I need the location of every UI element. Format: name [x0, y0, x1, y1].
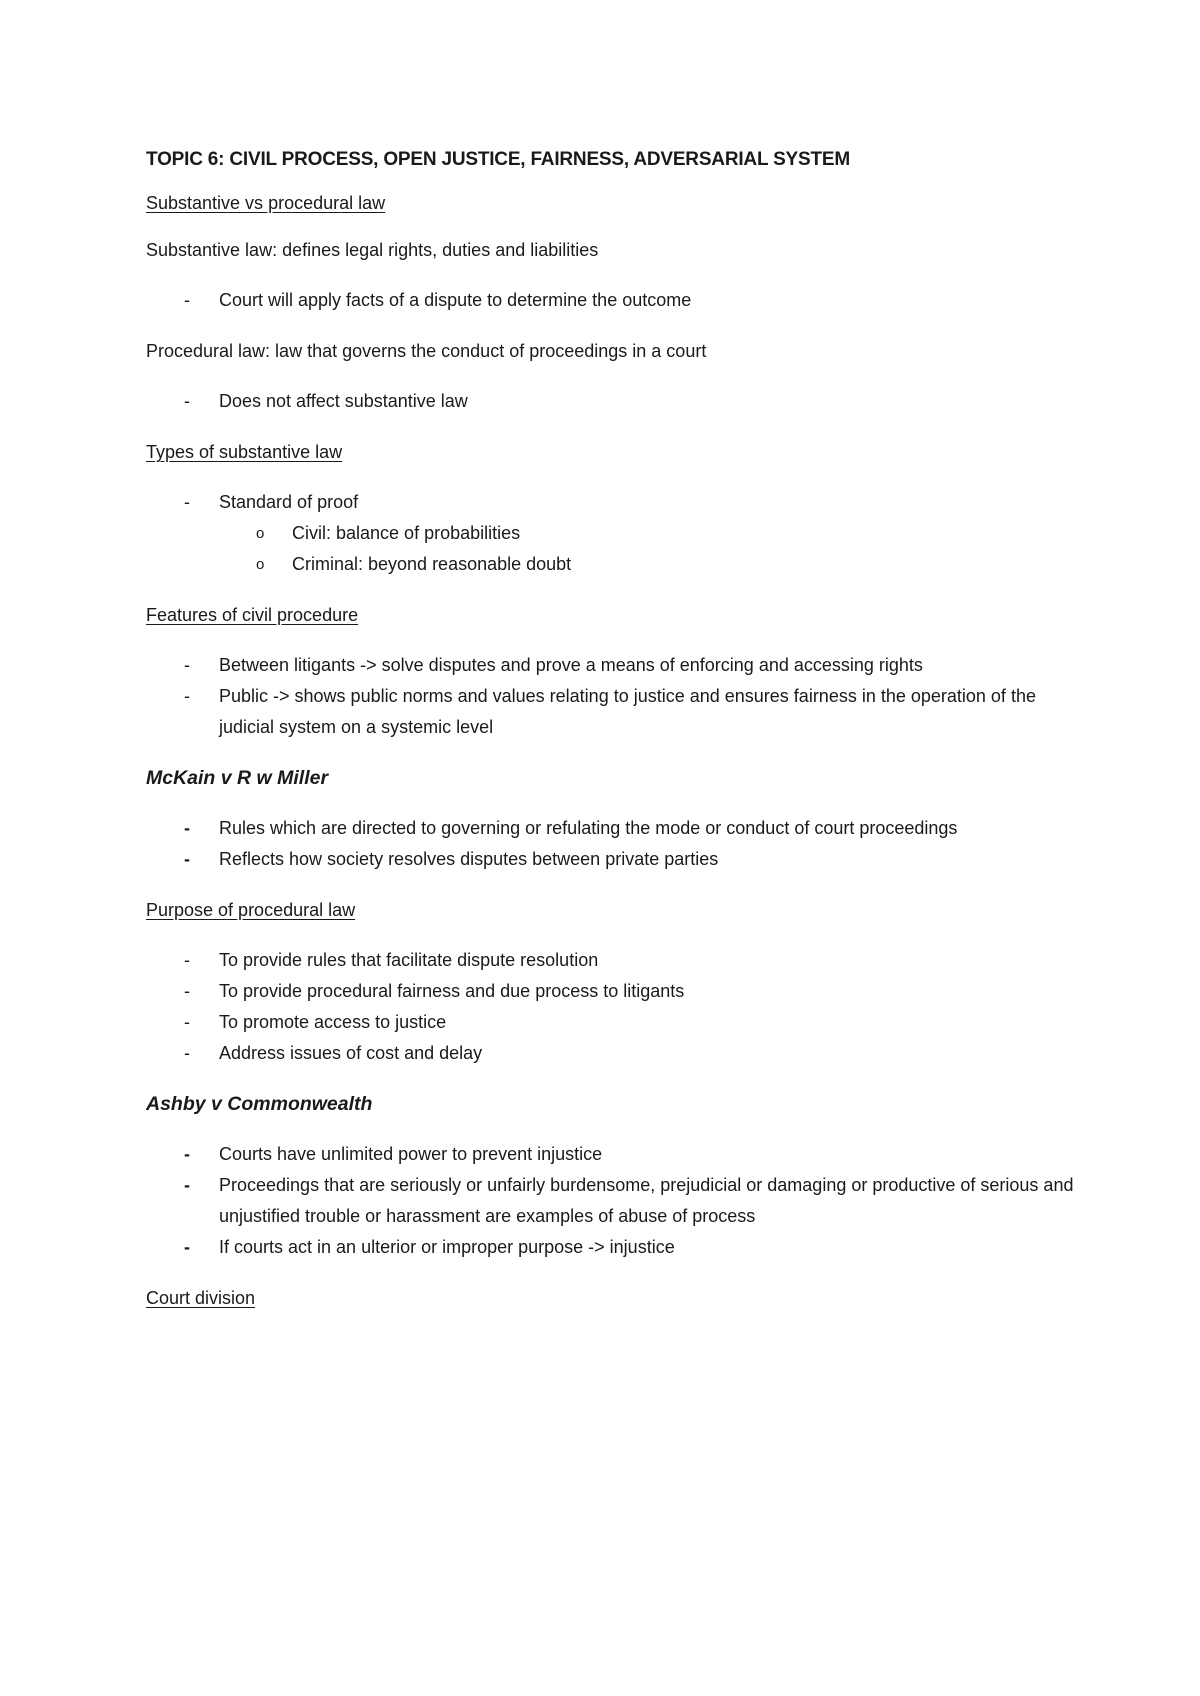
list-types-of-substantive-law [146, 487, 1086, 580]
sublist-item: o Civil: balance of probabilities [292, 518, 1086, 549]
list-item: - Court will apply facts of a dispute to determine the outcome [146, 285, 1086, 316]
section-heading-substantive-vs-procedural: Substantive vs procedural law [146, 193, 386, 213]
case-heading-ashby: Ashby v Commonwealth [146, 1093, 373, 1115]
dash-bullet: - [184, 950, 190, 970]
circle-bullet: o [256, 556, 265, 573]
section-heading-purpose-of-procedural-law: Purpose of procedural law [146, 900, 356, 920]
dash-bullet: - [184, 391, 190, 411]
document-page [146, 148, 1086, 1333]
dash-bullet: - [184, 981, 190, 1001]
dash-bullet: - [184, 686, 190, 706]
list-item: - To provide procedural fairness and due process to litigants [146, 976, 1086, 1007]
list-item: - Reflects how society resolves disputes between private parties [146, 844, 1086, 875]
section-heading-features-of-civil-procedure: Features of civil procedure [146, 605, 359, 625]
section-heading-types-of-substantive-law: Types of substantive law [146, 442, 343, 462]
list-features-of-civil-procedure [146, 650, 1086, 743]
dash-bullet: - [184, 818, 190, 838]
list-substantive-law [146, 285, 1086, 316]
paragraph-procedural-law: Procedural law: law that governs the conduct of proceedings in a court [146, 341, 707, 361]
dash-bullet: - [184, 1012, 190, 1032]
list-item: - Does not affect substantive law [146, 386, 1086, 417]
list-procedural-law [146, 386, 1086, 417]
list-item: - To promote access to justice [146, 1007, 1086, 1038]
dash-bullet: - [184, 492, 190, 512]
circle-bullet: o [256, 525, 265, 542]
list-purpose-of-procedural-law [146, 945, 1086, 1069]
list-item: - Between litigants -> solve disputes and prove a means of enforcing and accessing rights [146, 650, 1086, 681]
sublist-item: o Criminal: beyond reasonable doubt [292, 549, 1086, 580]
list-item: - If courts act in an ulterior or improper purpose -> injustice [146, 1232, 1086, 1263]
dash-bullet: - [184, 655, 190, 675]
list-mckain [146, 813, 1086, 875]
dash-bullet: - [184, 1043, 190, 1063]
list-item: - Address issues of cost and delay [146, 1038, 1086, 1069]
dash-bullet: - [184, 849, 190, 869]
list-ashby [146, 1139, 1086, 1263]
dash-bullet: - [184, 1175, 190, 1195]
list-item: - Standard of proof o Civil: balance of probabilities o Criminal: beyond reasonable doubt [146, 487, 1086, 580]
dash-bullet: - [184, 1237, 190, 1257]
list-item: - Courts have unlimited power to prevent injustice [146, 1139, 1086, 1170]
dash-bullet: - [184, 1144, 190, 1164]
dash-bullet: - [184, 290, 190, 310]
list-item: - Proceedings that are seriously or unfairly burdensome, prejudicial or damaging or productive of serious and unjustified trouble or harassment are examples of abuse of process [146, 1170, 1086, 1232]
document-title: TOPIC 6: CIVIL PROCESS, OPEN JUSTICE, FAIRNESS, ADVERSARIAL SYSTEM [146, 149, 851, 170]
section-heading-court-division: Court division [146, 1288, 256, 1308]
paragraph-substantive-law: Substantive law: defines legal rights, duties and liabilities [146, 240, 599, 260]
sublist-standard-of-proof [219, 518, 1086, 580]
case-heading-mckain: McKain v R w Miller [146, 767, 329, 789]
list-item: - Rules which are directed to governing or refulating the mode or conduct of court proceedings [146, 813, 1086, 844]
list-item: - To provide rules that facilitate dispute resolution [146, 945, 1086, 976]
list-item: - Public -> shows public norms and values relating to justice and ensures fairness in the operation of the judicial system on a systemic level [146, 681, 1086, 743]
